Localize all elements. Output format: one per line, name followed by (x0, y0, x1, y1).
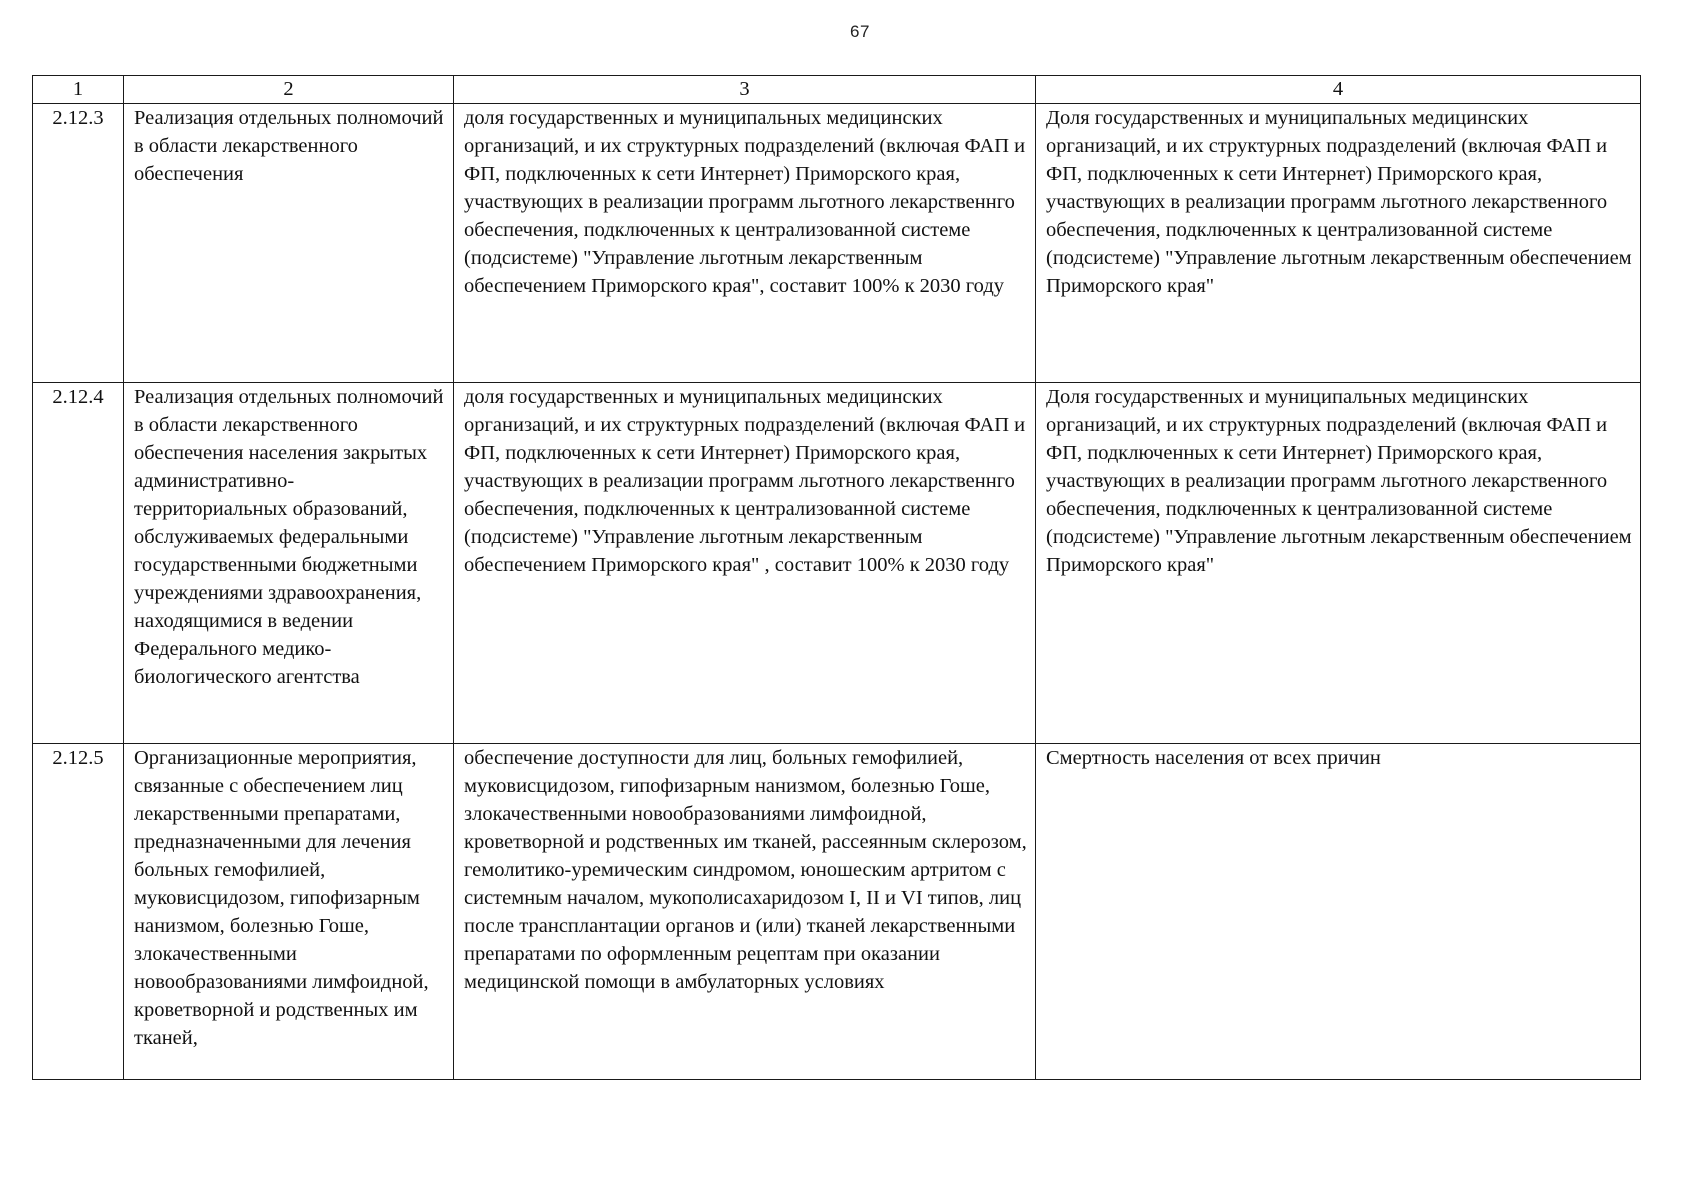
measures-table (32, 75, 1641, 1080)
row-number: 2.12.3 (33, 104, 124, 383)
column-header: 4 (1036, 76, 1641, 104)
row-number: 2.12.5 (33, 744, 124, 1080)
column-header: 1 (33, 76, 124, 104)
event-cell: Организационные мероприятия, связанные с обеспечением лиц лекарственными препаратами, предназначенными для лечения больных гемофилией, муковисцидозом, гипофизарным нанизмом, болезнью Гоше, злокачественными новообразованиями лимфоидной, кроветворной и родственных им тканей, (124, 744, 454, 1080)
row-number: 2.12.4 (33, 383, 124, 744)
result-cell: доля государственных и муниципальных медицинских организаций, и их структурных подразделений (включая ФАП и ФП, подключенных к сети Интернет) Приморского края, участвующих в реализации программ льготного лекарственнго обеспечения, подключенных к централизованной системе (подсистеме) "Управление льготным лекарственным обеспечением Приморского края" , составит 100% к 2030 году (454, 383, 1036, 744)
page-number: 67 (850, 22, 870, 41)
indicator-cell: Смертность населения от всех причин (1036, 744, 1641, 1080)
indicator-cell: Доля государственных и муниципальных медицинских организаций, и их структурных подразделений (включая ФАП и ФП, подключенных к сети Интернет) Приморского края, участвующих в реализации программ льготного лекарственного обеспечения, подключенных к централизованной системе (подсистеме) "Управление льготным лекарственным обеспечением Приморского края" (1036, 104, 1641, 383)
result-cell: доля государственных и муниципальных медицинских организаций, и их структурных подразделений (включая ФАП и ФП, подключенных к сети Интернет) Приморского края, участвующих в реализации программ льготного лекарственнго обеспечения, подключенных к централизованной системе (подсистеме) "Управление льготным лекарственным обеспечением Приморского края", составит 100% к 2030 году (454, 104, 1036, 383)
column-header: 2 (124, 76, 454, 104)
event-cell: Реализация отдельных полномочий в области лекарственного обеспечения населения закрытых административно-территориальных образований, обслуживаемых федеральными государственными бюджетными учреждениями здравоохранения, находящимися в ведении Федерального медико-биологического агентства (124, 383, 454, 744)
table-row (33, 744, 1641, 1080)
table-header-row (33, 76, 1641, 104)
table-row (33, 104, 1641, 383)
event-cell: Реализация отдельных полномочий в области лекарственного обеспечения (124, 104, 454, 383)
column-header: 3 (454, 76, 1036, 104)
result-cell: обеспечение доступности для лиц, больных гемофилией, муковисцидозом, гипофизарным нанизмом, болезнью Гоше, злокачественными новообразованиями лимфоидной, кроветворной и родственных им тканей, рассеянным склерозом, гемолитико-уремическим синдромом, юношеским артритом с системным началом, мукополисахаридозом I, II и VI типов, лиц после трансплантации органов и (или) тканей лекарственными препаратами по оформленным рецептам при оказании медицинской помощи в амбулаторных условиях (454, 744, 1036, 1080)
table-row (33, 383, 1641, 744)
indicator-cell: Доля государственных и муниципальных медицинских организаций, и их структурных подразделений (включая ФАП и ФП, подключенных к сети Интернет) Приморского края, участвующих в реализации программ льготного лекарственного обеспечения, подключенных к централизованной системе (подсистеме) "Управление льготным лекарственным обеспечением Приморского края" (1036, 383, 1641, 744)
